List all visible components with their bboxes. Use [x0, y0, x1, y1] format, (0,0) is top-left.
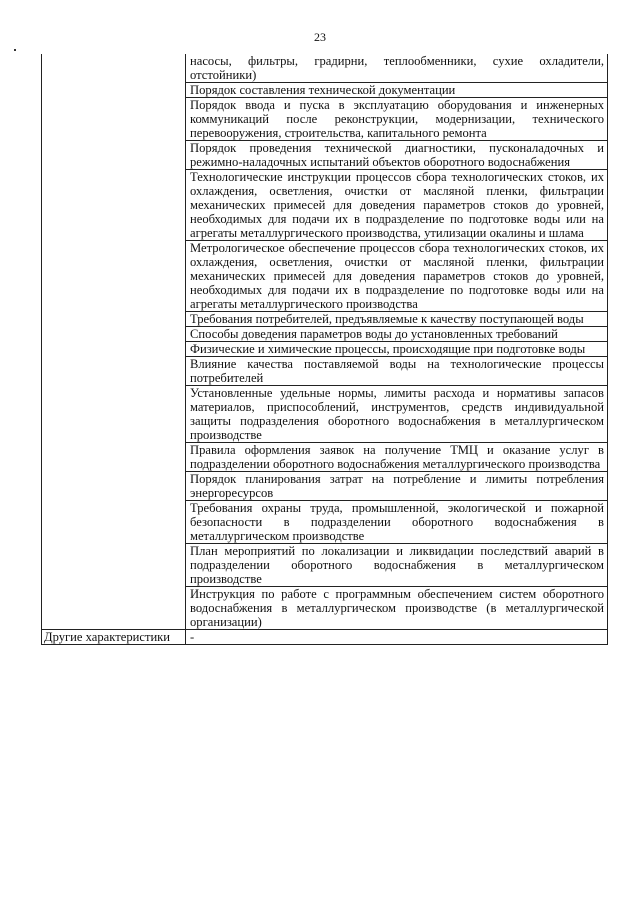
- table-row: [42, 630, 608, 645]
- table-row: [42, 54, 608, 83]
- table-cell: Физические и химические процессы, происходящие при подготовке воды: [186, 342, 608, 357]
- table-cell: Требования охраны труда, промышленной, экологической и пожарной безопасности в подразделении оборотного водоснабжения в металлургическом производстве: [186, 501, 608, 544]
- other-characteristics-value: -: [186, 630, 608, 645]
- other-characteristics-label: Другие характеристики: [42, 630, 186, 645]
- requirements-table: [41, 54, 608, 645]
- table-cell: План мероприятий по локализации и ликвидации последствий аварий в подразделении оборотного водоснабжения в металлургическом производстве: [186, 544, 608, 587]
- table-cell: Технологические инструкции процессов сбора технологических стоков, их охлаждения, осветления, очистки от масляной пленки, фильтрации механических примесей для доведения параметров стоков до уровней, необходимых для подачи их в подразделение по подготовке воды или на агрегаты металлургического производства, утилизации окалины и шлама: [186, 170, 608, 241]
- table-cell: Метрологическое обеспечение процессов сбора технологических стоков, их охлаждения, осветления, очистки от масляной пленки, фильтрации механических примесей для доведения параметров стоков до уровней, необходимых для подачи их в подразделение по подготовке воды или на агрегаты металлургического производства: [186, 241, 608, 312]
- page-number: 23: [314, 30, 326, 44]
- table-cell: Порядок планирования затрат на потребление и лимиты потребления энергоресурсов: [186, 472, 608, 501]
- left-column-cell: [42, 54, 186, 630]
- table-cell: Требования потребителей, предъявляемые к качеству поступающей воды: [186, 312, 608, 327]
- table-cell: Способы доведения параметров воды до установленных требований: [186, 327, 608, 342]
- table-cell: насосы, фильтры, градирни, теплообменники, сухие охладители, отстойники): [186, 54, 608, 83]
- table-cell: Порядок проведения технической диагностики, пусконаладочных и режимно-наладочных испытаний объектов оборотного водоснабжения: [186, 141, 608, 170]
- table-cell: Установленные удельные нормы, лимиты расхода и нормативы запасов материалов, приспособлений, инструментов, средств индивидуальной защиты подразделения оборотного водоснабжения в металлургическом производстве: [186, 386, 608, 443]
- table-cell: Влияние качества поставляемой воды на технологические процессы потребителей: [186, 357, 608, 386]
- table-cell: Порядок составления технической документации: [186, 83, 608, 98]
- table-cell: Инструкция по работе с программным обеспечением систем оборотного водоснабжения в металлургическом производстве (в металлургической организации): [186, 587, 608, 630]
- scan-mark: [14, 49, 16, 51]
- table-cell: Порядок ввода и пуска в эксплуатацию оборудования и инженерных коммуникаций после реконструкции, модернизации, технического перевооружения, строительства, капитального ремонта: [186, 98, 608, 141]
- table-cell: Правила оформления заявок на получение ТМЦ и оказание услуг в подразделении оборотного водоснабжения металлургического производства: [186, 443, 608, 472]
